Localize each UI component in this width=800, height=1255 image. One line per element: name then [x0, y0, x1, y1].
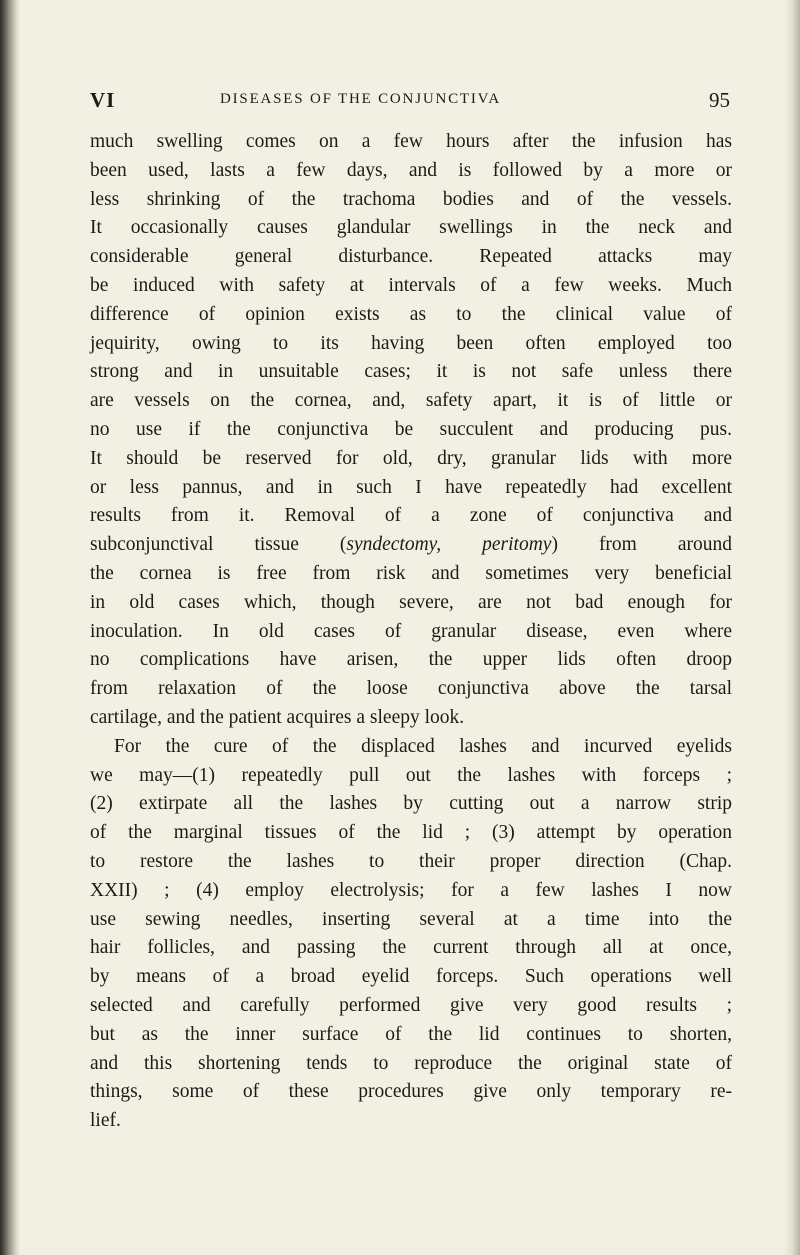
text-line: much swelling comes on a few hours after the infusion has: [90, 131, 732, 152]
text-line: by means of a broad eyelid forceps. Such operations well: [90, 966, 732, 988]
text-line: in old cases which, though severe, are not bad enough for: [90, 591, 732, 613]
text-line: inoculation. In old cases of granular disease, even where: [90, 620, 732, 642]
text-line: and this shortening tends to reproduce the original state of: [90, 1052, 732, 1074]
italic-term: syndectomy, peritomy: [346, 534, 552, 556]
text-line: no complications have arisen, the upper lids often droop: [90, 649, 732, 671]
text-line: cartilage, and the patient acquires a sleepy look.: [90, 706, 465, 728]
text-line: things, some of these procedures give only temporary re-: [90, 1081, 732, 1103]
text-line: jequirity, owing to its having been often employed too: [90, 332, 732, 354]
text-line: we may—(1) repeatedly pull out the lashes with forceps ;: [90, 764, 732, 786]
book-gutter-edge: [0, 0, 20, 1255]
page-number: 95: [709, 88, 730, 112]
running-title: DISEASES OF THE CONJUNCTIVA: [220, 91, 501, 107]
text-line: are vessels on the cornea, and, safety apart, it is of little or: [90, 390, 732, 412]
text-line: to restore the lashes to their proper direction (Chap.: [90, 850, 732, 872]
text-line: selected and carefully performed give very good results ;: [90, 994, 732, 1016]
text-line: For the cure of the displaced lashes and incurved eyelids: [114, 735, 732, 757]
text-line: no use if the conjunctiva be succulent and producing pus.: [90, 418, 732, 440]
text-line: It occasionally causes glandular swellings in the neck and: [90, 217, 732, 239]
text-line: lief.: [90, 1110, 121, 1132]
text-line: results from it. Removal of a zone of conjunctiva and: [90, 505, 732, 527]
text-line: considerable general disturbance. Repeated attacks may: [90, 246, 732, 268]
text-line: use sewing needles, inserting several at a time into the: [90, 908, 732, 930]
text-line: be induced with safety at intervals of a few weeks. Much: [90, 274, 732, 296]
text-line: (2) extirpate all the lashes by cutting out a narrow strip: [90, 793, 732, 815]
text-line: from relaxation of the loose conjunctiva above the tarsal: [90, 678, 732, 700]
text-line: but as the inner surface of the lid continues to shorten,: [90, 1023, 732, 1045]
running-header: [90, 88, 730, 116]
text-line: difference of opinion exists as to the clinical value of: [90, 303, 732, 325]
text-line: or less pannus, and in such I have repeatedly had excellent: [90, 476, 732, 498]
text-line: the cornea is free from risk and sometimes very beneficial: [90, 562, 732, 584]
body-text: [90, 128, 732, 1136]
text-line: hair follicles, and passing the current through all at once,: [90, 937, 732, 959]
text-line: of the marginal tissues of the lid ; (3) attempt by operation: [90, 822, 732, 844]
text-line: less shrinking of the trachoma bodies and of the vessels.: [90, 188, 732, 210]
page-right-edge: [784, 0, 800, 1255]
text-line: strong and in unsuitable cases; it is not safe unless there: [90, 361, 732, 383]
text-line: XXII) ; (4) employ electrolysis; for a few lashes I now: [90, 879, 732, 901]
text-line: been used, lasts a few days, and is followed by a more or: [90, 159, 732, 181]
text-line: It should be reserved for old, dry, granular lids with more: [90, 447, 732, 469]
text-segment: subconjunctival tissue (: [90, 534, 347, 556]
text-line-with-italics: [90, 531, 732, 560]
text-segment: ) from around: [551, 534, 732, 556]
chapter-number: VI: [90, 88, 116, 112]
